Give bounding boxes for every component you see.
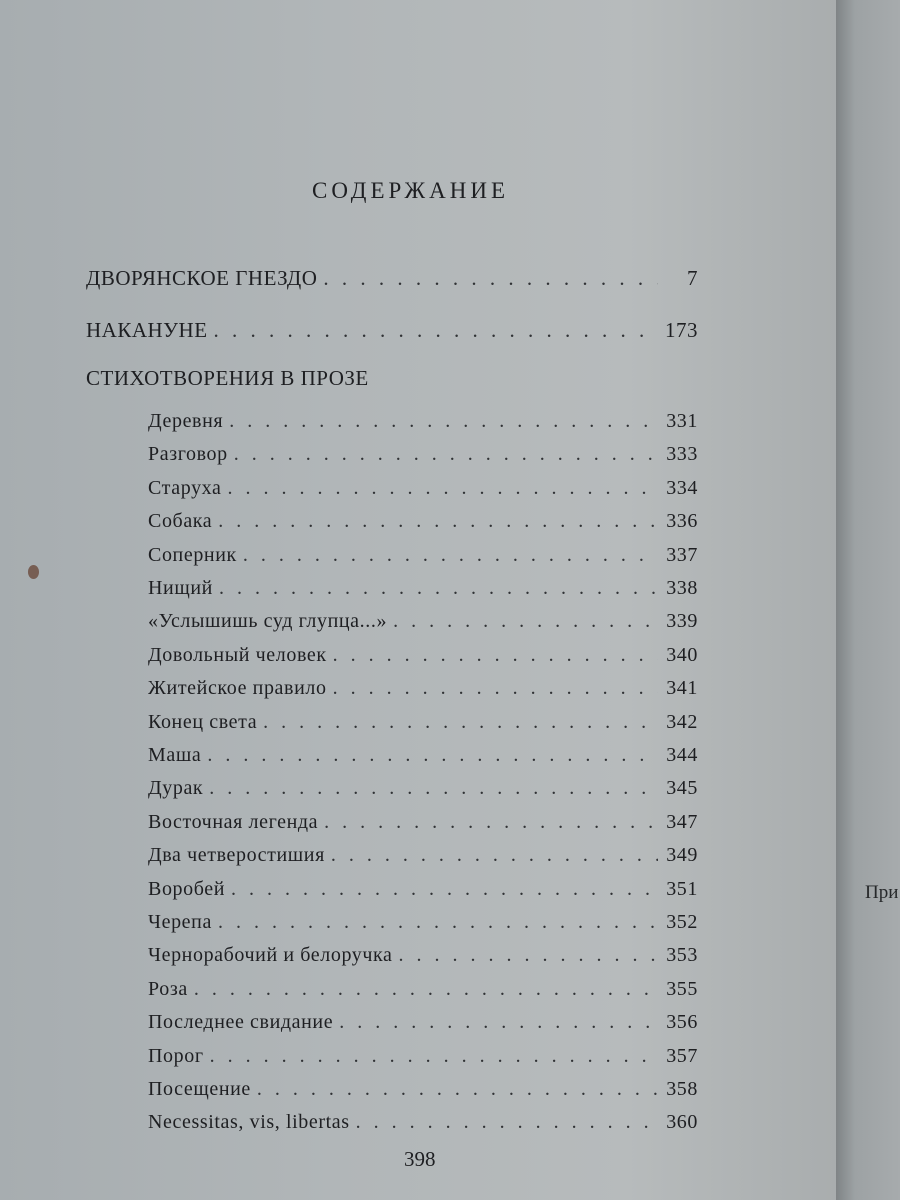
toc-entry — [148, 1078, 698, 1101]
toc-entry-page: 342 — [666, 710, 698, 733]
toc-entry — [148, 944, 698, 967]
toc-entry-title: «Услышишь суд глупца...» — [148, 610, 388, 633]
toc-entry-title: Довольный человек — [148, 643, 327, 666]
dot-leader — [234, 443, 658, 466]
toc-entry-title: Последнее свидание — [148, 1011, 334, 1034]
dot-leader — [231, 878, 658, 901]
toc-entry-page: 331 — [666, 410, 698, 432]
toc-entry-title: Воробей — [148, 877, 226, 900]
toc-entry-page: 358 — [666, 1078, 698, 1100]
dot-leader — [333, 677, 658, 700]
toc-entry-title: ДВОРЯНСКОЕ ГНЕЗДО — [86, 266, 318, 290]
toc-entry — [148, 878, 698, 901]
toc-entry-page: 352 — [666, 911, 698, 933]
dot-leader — [356, 1111, 658, 1134]
toc-entry — [148, 410, 698, 433]
toc-entry-page: 356 — [666, 1011, 698, 1034]
toc-entry-page: 333 — [666, 443, 698, 466]
toc-entry-page: 349 — [666, 844, 698, 867]
toc-entry-title: Восточная легенда — [148, 810, 319, 833]
toc-entry-title: Собака — [148, 510, 213, 533]
toc-entry — [148, 677, 698, 700]
toc-entry-page: 338 — [666, 577, 698, 599]
dot-leader — [324, 811, 658, 834]
dot-leader — [207, 744, 658, 767]
dot-leader — [339, 1011, 658, 1034]
toc-entry — [148, 811, 698, 834]
toc-entry-page: 353 — [666, 944, 698, 967]
toc-entry-page: 337 — [666, 543, 698, 566]
toc-entry — [148, 510, 698, 533]
toc-entry-page: 345 — [666, 777, 698, 800]
toc-entry-page: 355 — [666, 977, 698, 1000]
toc-entry — [148, 610, 698, 633]
toc-entry-page: 344 — [666, 744, 698, 766]
toc-entry-major — [86, 318, 698, 343]
dot-leader — [323, 266, 658, 291]
toc-entry-page: 351 — [666, 877, 698, 900]
dot-leader — [209, 777, 658, 800]
page-number: 398 — [404, 1147, 436, 1171]
dot-leader — [399, 944, 658, 967]
dot-leader — [331, 844, 658, 867]
toc-entry-title: Два четверостишия — [148, 844, 325, 867]
toc-entry-title: Маша — [148, 744, 202, 766]
toc-entry — [148, 777, 698, 800]
dot-leader — [333, 644, 658, 667]
toc-entry-title: Порог — [148, 1044, 204, 1067]
toc-entry-page: 339 — [666, 610, 698, 633]
section-title: СТИХОТВОРЕНИЯ В ПРОЗЕ — [86, 366, 369, 390]
toc-entry — [148, 577, 698, 600]
toc-entry — [148, 644, 698, 667]
page-stain — [28, 565, 39, 579]
toc-entry-page: 334 — [666, 476, 698, 499]
toc-entry-title: Чернорабочий и белоручка — [148, 944, 393, 967]
toc-entry — [148, 844, 698, 867]
toc-entry — [148, 1045, 698, 1068]
toc-entry — [148, 544, 698, 567]
toc-entry-title: НАКАНУНЕ — [86, 318, 208, 342]
toc-entry-page: 173 — [665, 318, 698, 342]
toc-entry-title: Necessitas, vis, libertas — [148, 1111, 350, 1134]
toc-entry — [148, 978, 698, 1001]
toc-entry-page: 357 — [666, 1044, 698, 1067]
toc-entry — [148, 1011, 698, 1034]
toc-entry-title: Деревня — [148, 410, 224, 432]
toc-entry — [148, 1111, 698, 1134]
dot-leader — [194, 978, 658, 1001]
toc-entry-page: 341 — [666, 677, 698, 700]
toc-entry — [148, 911, 698, 934]
toc-entry-page: 7 — [687, 266, 698, 290]
dot-leader — [210, 1045, 658, 1068]
toc-entry-page: 347 — [666, 810, 698, 833]
dot-leader — [214, 318, 658, 343]
toc-entry — [148, 443, 698, 466]
dot-leader — [219, 577, 658, 600]
dot-leader — [243, 544, 658, 567]
toc-entry-title: Конец света — [148, 710, 258, 733]
adjacent-page — [836, 0, 900, 1200]
toc-entry-major — [86, 266, 698, 291]
dot-leader — [393, 610, 658, 633]
toc-entry-title: Роза — [148, 977, 188, 1000]
toc-entry — [148, 477, 698, 500]
dot-leader — [218, 911, 658, 934]
toc-entry-title: Соперник — [148, 543, 237, 566]
toc-entry-title: Черепа — [148, 911, 212, 933]
toc-entry-title: Житейское правило — [148, 677, 327, 700]
dot-leader — [263, 711, 658, 734]
toc-entry-title: Нищий — [148, 577, 213, 599]
dot-leader — [229, 410, 658, 433]
next-page-fragment: При — [865, 882, 899, 903]
toc-entry-title: Посещение — [148, 1078, 251, 1100]
toc-entry-title: Дурак — [148, 777, 204, 800]
toc-entry-title: Разговор — [148, 443, 228, 466]
dot-leader — [257, 1078, 658, 1101]
toc-entry-title: Старуха — [148, 476, 222, 499]
toc-entry-page: 336 — [666, 510, 698, 533]
toc-entry-page: 360 — [666, 1111, 698, 1134]
toc-entry — [148, 711, 698, 734]
toc-entry-page: 340 — [666, 643, 698, 666]
toc-heading: СОДЕРЖАНИЕ — [312, 178, 510, 203]
dot-leader — [228, 477, 659, 500]
toc-entry — [148, 744, 698, 767]
dot-leader — [218, 510, 658, 533]
